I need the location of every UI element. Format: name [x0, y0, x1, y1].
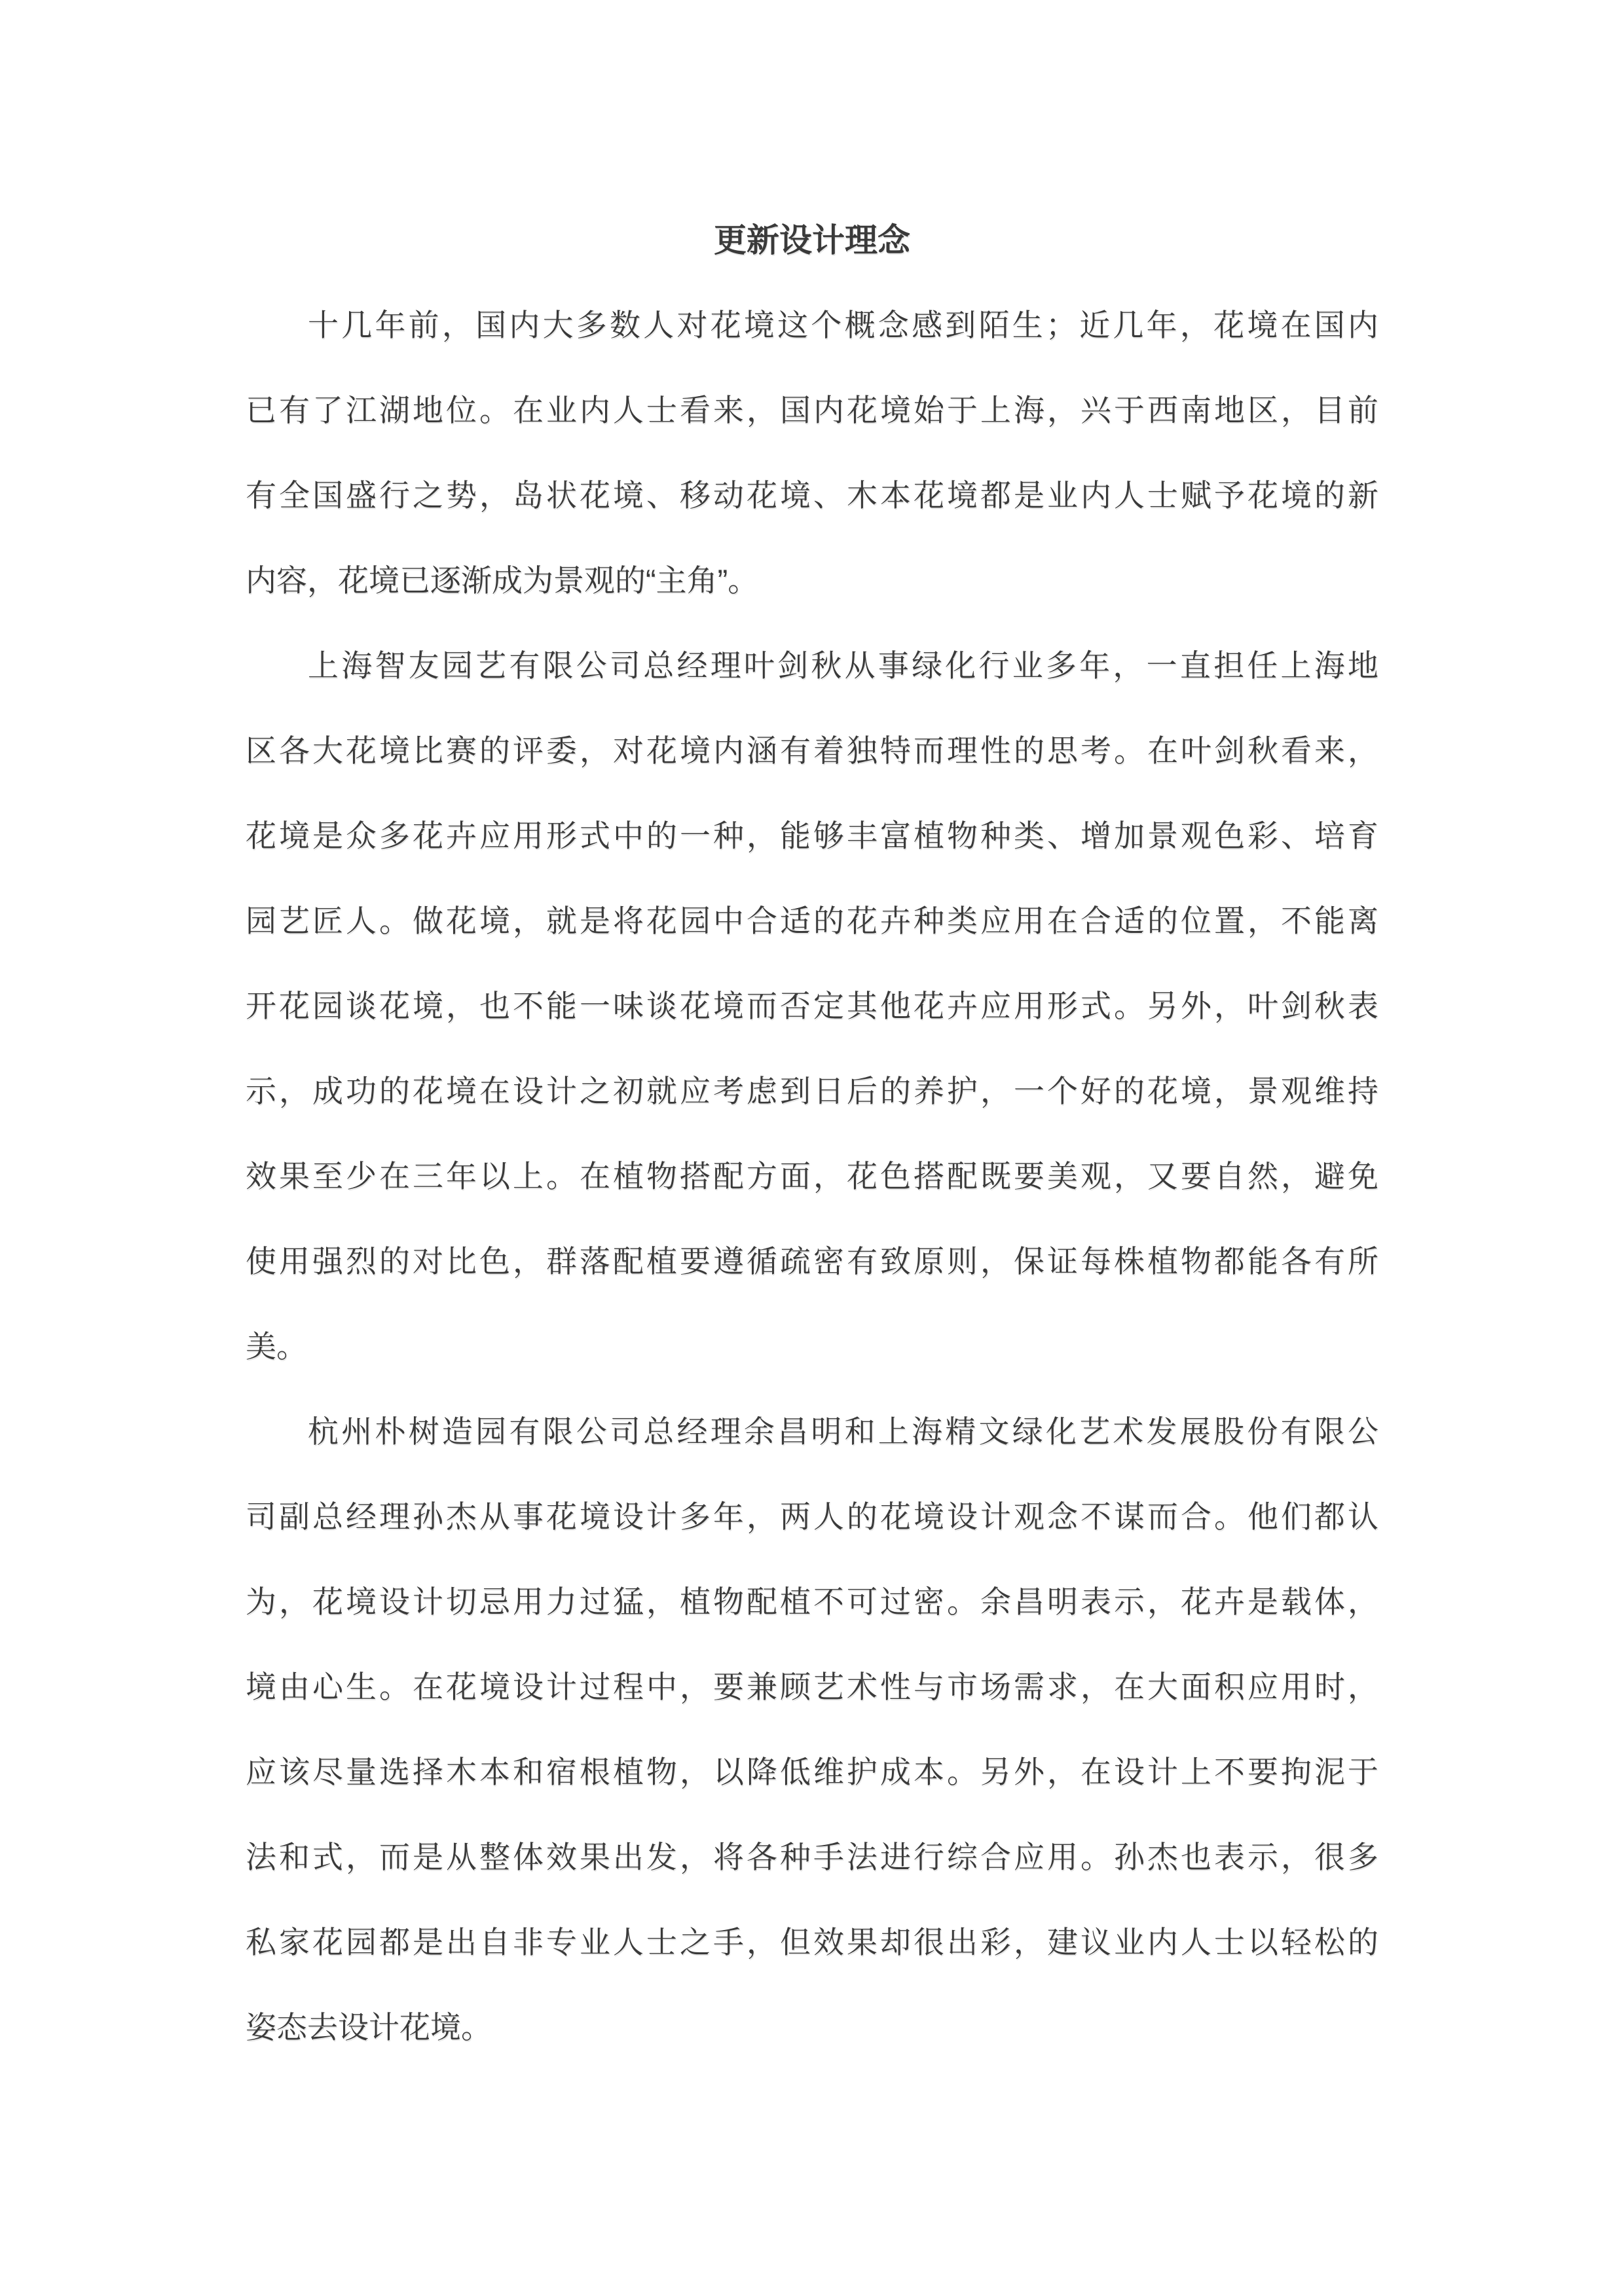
paragraph-3: [246, 1389, 1378, 2070]
paragraph-1-line-1: 十几年前，国内大多数人对花境这个概念感到陌生；近几年，花境在国内: [308, 308, 1378, 342]
paragraph-2-line-7: 效果至少在三年以上。在植物搭配方面，花色搭配既要美观，又要自然，避免: [246, 1159, 1378, 1194]
paragraph-3-line-7: 私家花园都是出自非专业人士之手，但效果却很出彩，建议业内人士以轻松的: [246, 1925, 1378, 1959]
document-title: 更新设计理念: [714, 222, 910, 259]
paragraph-3-line-2: 司副总经理孙杰从事花境设计多年，两人的花境设计观念不谋而合。他们都认: [246, 1499, 1378, 1534]
paragraph-2-line-6: 示，成功的花境在设计之初就应考虑到日后的养护，一个好的花境，景观维持: [246, 1074, 1378, 1108]
paragraph-3-line-8: 姿态去设计花境。: [246, 2010, 492, 2045]
paragraph-2: [246, 623, 1378, 1389]
paragraph-2-line-2: 区各大花境比赛的评委，对花境内涵有着独特而理性的思考。在叶剑秋看来，: [246, 733, 1378, 768]
paragraph-3-line-5: 应该尽量选择木本和宿根植物，以降低维护成本。另外，在设计上不要拘泥于: [246, 1755, 1378, 1789]
paragraph-3-line-4: 境由心生。在花境设计过程中，要兼顾艺术性与市场需求，在大面积应用时，: [246, 1669, 1378, 1704]
paragraph-2-line-1: 上海智友园艺有限公司总经理叶剑秋从事绿化行业多年，一直担任上海地: [308, 648, 1378, 683]
paragraph-3-line-1: 杭州朴树造园有限公司总经理余昌明和上海精文绿化艺术发展股份有限公: [308, 1414, 1378, 1449]
paragraph-2-line-4: 园艺匠人。做花境，就是将花园中合适的花卉种类应用在合适的位置，不能离: [246, 903, 1378, 938]
paragraph-3-line-6: 法和式，而是从整体效果出发，将各种手法进行综合应用。孙杰也表示，很多: [246, 1840, 1378, 1874]
paragraph-1-line-4: 内容，花境已逐渐成为景观的“主角”。: [246, 563, 759, 598]
paragraph-1-line-2: 已有了江湖地位。在业内人士看来，国内花境始于上海，兴于西南地区，目前: [246, 393, 1378, 428]
document-content: [246, 198, 1378, 2070]
paragraph-3-line-3: 为，花境设计切忌用力过猛，植物配植不可过密。余昌明表示，花卉是载体，: [246, 1584, 1378, 1619]
paragraph-2-line-9: 美。: [246, 1329, 307, 1364]
paragraph-2-line-5: 开花园谈花境，也不能一味谈花境而否定其他花卉应用形式。另外，叶剑秋表: [246, 989, 1378, 1023]
paragraph-2-line-3: 花境是众多花卉应用形式中的一种，能够丰富植物种类、增加景观色彩、培育: [246, 818, 1378, 853]
paragraph-1: [246, 283, 1378, 623]
paragraph-1-line-3: 有全国盛行之势，岛状花境、移动花境、木本花境都是业内人士赋予花境的新: [246, 478, 1378, 513]
paragraph-2-line-8: 使用强烈的对比色，群落配植要遵循疏密有致原则，保证每株植物都能各有所: [246, 1244, 1378, 1279]
